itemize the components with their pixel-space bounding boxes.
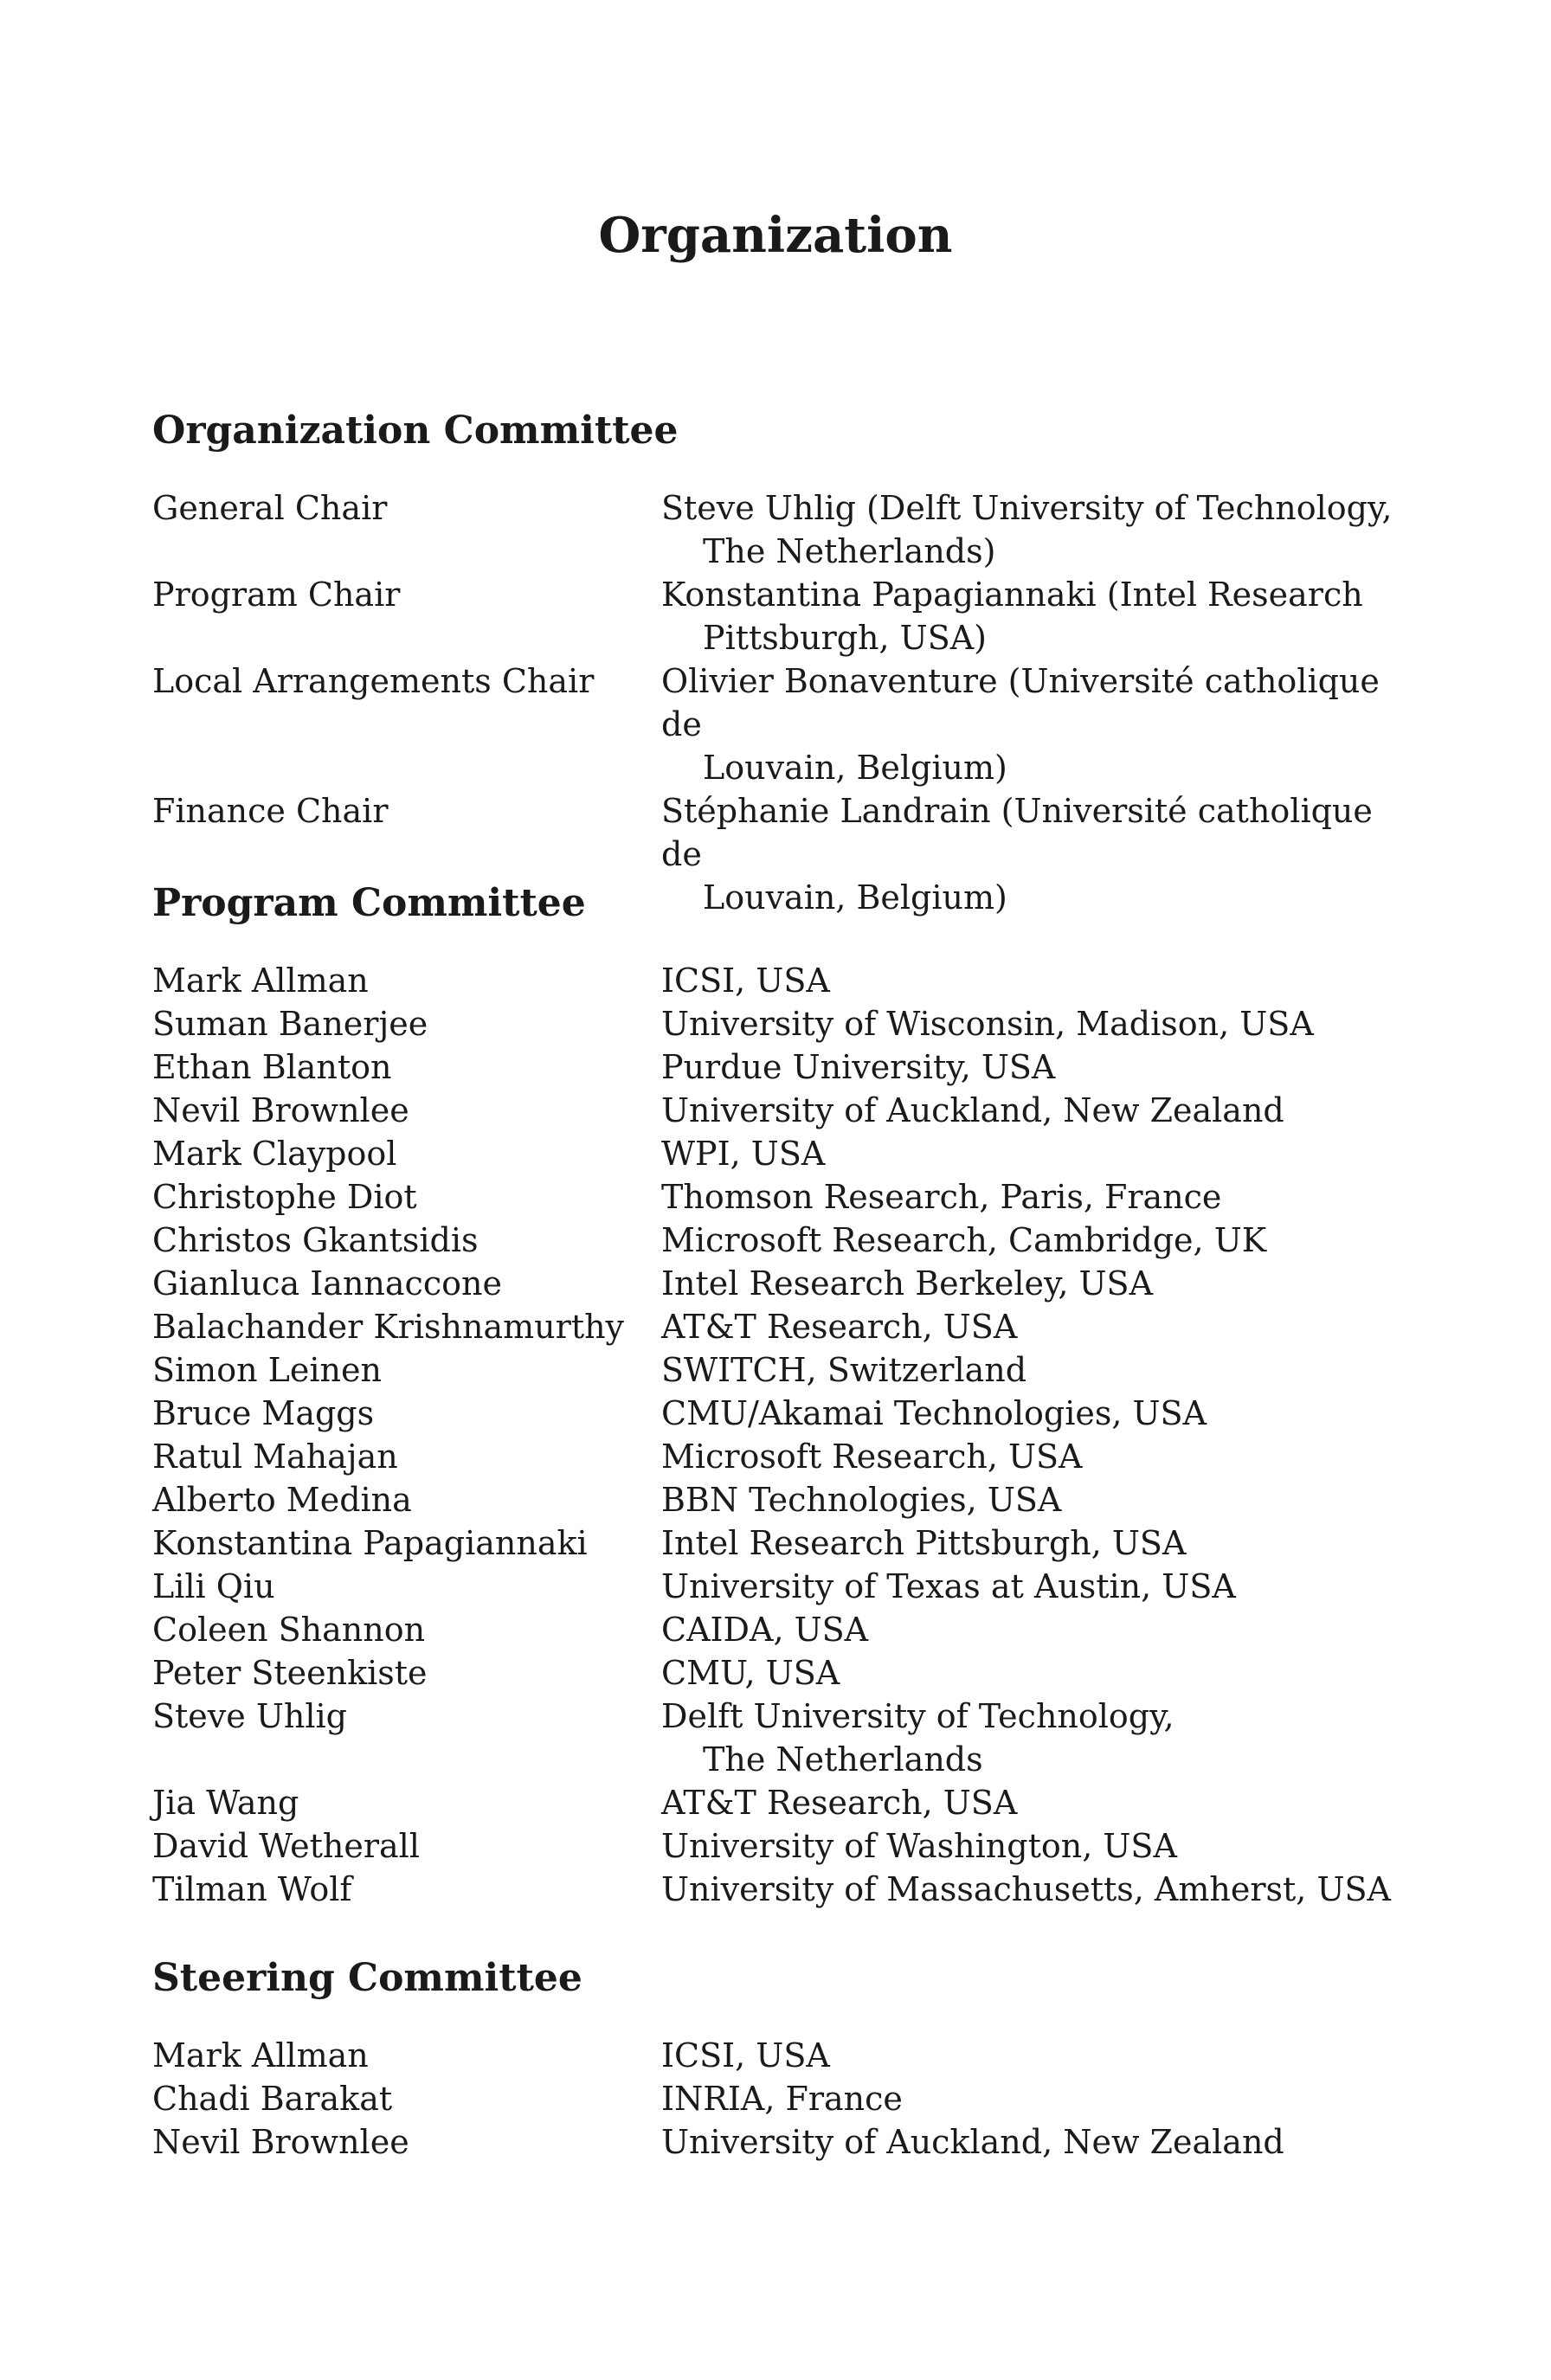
affiliation-text: Thomson Research, Paris, France — [661, 1178, 1222, 1216]
member-affiliation — [661, 1175, 1407, 1219]
member-row — [152, 1781, 1407, 1824]
role-label: Local Arrangements Chair — [152, 662, 595, 700]
affiliation-text: SWITCH, Switzerland — [661, 1351, 1027, 1389]
member-affiliation — [661, 1565, 1407, 1608]
affiliation-text: WPI, USA — [661, 1135, 826, 1173]
role-holder-line-cont: Louvain, Belgium) — [703, 878, 1007, 917]
program-committee-list — [152, 959, 1407, 1911]
affiliation-text: University of Auckland, New Zealand — [661, 1091, 1284, 1129]
member-row — [152, 1305, 1407, 1348]
member-name: Lili Qiu — [152, 1567, 275, 1605]
role-holder-line-cont: The Netherlands) — [703, 532, 996, 570]
role-holder — [661, 486, 1407, 573]
affiliation-text: University of Auckland, New Zealand — [661, 2123, 1284, 2161]
section-heading: Organization Committee — [152, 408, 679, 453]
affiliation-text: CMU, USA — [661, 1654, 840, 1692]
role-label: General Chair — [152, 489, 388, 527]
member-row — [152, 2120, 1407, 2164]
member-name: David Wetherall — [152, 1827, 420, 1865]
member-affiliation — [661, 1392, 1407, 1435]
member-row — [152, 2034, 1407, 2077]
member-name: Nevil Brownlee — [152, 1091, 409, 1129]
member-affiliation — [661, 1348, 1407, 1392]
affiliation-text: CMU/Akamai Technologies, USA — [661, 1394, 1207, 1432]
section-heading: Program Committee — [152, 881, 586, 925]
member-affiliation — [661, 1868, 1407, 1911]
organization-committee-list — [152, 486, 1407, 919]
member-row — [152, 1478, 1407, 1521]
member-row — [152, 1392, 1407, 1435]
role-holder — [661, 659, 1407, 789]
role-holder-line: Olivier Bonaventure (Université catholique de — [661, 662, 1380, 743]
member-affiliation — [661, 1089, 1407, 1132]
steering-committee-section — [152, 1956, 1407, 2164]
member-row — [152, 1045, 1407, 1089]
member-row — [152, 1868, 1407, 1911]
affiliation-text: BBN Technologies, USA — [661, 1481, 1062, 1519]
role-label: Program Chair — [152, 576, 401, 614]
member-affiliation — [661, 1045, 1407, 1089]
member-name: Christos Gkantsidis — [152, 1221, 479, 1259]
member-row — [152, 1262, 1407, 1305]
member-name: Christophe Diot — [152, 1178, 417, 1216]
member-name: Coleen Shannon — [152, 1611, 426, 1649]
member-row — [152, 1435, 1407, 1478]
member-row — [152, 959, 1407, 1002]
organization-committee-section — [152, 408, 1407, 919]
role-holder — [661, 573, 1407, 659]
member-row — [152, 1608, 1407, 1651]
affiliation-text-cont: The Netherlands — [703, 1740, 983, 1779]
affiliation-text: ICSI, USA — [661, 2036, 830, 2074]
member-affiliation — [661, 1824, 1407, 1868]
affiliation-text: Microsoft Research, Cambridge, UK — [661, 1221, 1267, 1259]
member-affiliation — [661, 1478, 1407, 1521]
member-row — [152, 1651, 1407, 1695]
affiliation-text: ICSI, USA — [661, 962, 830, 1000]
member-name: Steve Uhlig — [152, 1697, 347, 1735]
committee-row — [152, 573, 1407, 659]
member-affiliation — [661, 1781, 1407, 1824]
affiliation-text: University of Wisconsin, Madison, USA — [661, 1005, 1314, 1043]
member-name: Mark Allman — [152, 962, 369, 1000]
member-name: Konstantina Papagiannaki — [152, 1524, 588, 1562]
affiliation-text: University of Washington, USA — [661, 1827, 1177, 1865]
member-name: Mark Claypool — [152, 1135, 397, 1173]
affiliation-text: AT&T Research, USA — [661, 1308, 1018, 1346]
affiliation-text: INRIA, France — [661, 2080, 903, 2118]
member-affiliation — [661, 1651, 1407, 1695]
role-label: Finance Chair — [152, 792, 389, 830]
member-affiliation — [661, 2034, 1407, 2077]
committee-row — [152, 659, 1407, 789]
affiliation-text: AT&T Research, USA — [661, 1784, 1018, 1822]
steering-committee-list — [152, 2034, 1407, 2164]
member-row — [152, 1089, 1407, 1132]
affiliation-text: University of Massachusetts, Amherst, USA — [661, 1870, 1391, 1908]
member-row — [152, 1175, 1407, 1219]
member-affiliation — [661, 1521, 1407, 1565]
section-heading: Steering Committee — [152, 1956, 582, 2000]
member-affiliation — [661, 1132, 1407, 1175]
member-name: Balachander Krishnamurthy — [152, 1308, 625, 1346]
member-row — [152, 1824, 1407, 1868]
member-name: Alberto Medina — [152, 1481, 412, 1519]
member-name: Mark Allman — [152, 2036, 369, 2074]
member-name: Bruce Maggs — [152, 1394, 375, 1432]
member-affiliation — [661, 1695, 1407, 1781]
member-affiliation — [661, 1305, 1407, 1348]
member-affiliation — [661, 1435, 1407, 1478]
role-holder-line-cont: Louvain, Belgium) — [703, 749, 1007, 787]
committee-row — [152, 486, 1407, 573]
member-row — [152, 1348, 1407, 1392]
affiliation-text: University of Texas at Austin, USA — [661, 1567, 1236, 1605]
member-affiliation — [661, 1608, 1407, 1651]
member-name: Ratul Mahajan — [152, 1438, 398, 1476]
member-row — [152, 1565, 1407, 1608]
affiliation-text: CAIDA, USA — [661, 1611, 869, 1649]
affiliation-text: Delft University of Technology, — [661, 1697, 1175, 1735]
member-row — [152, 1002, 1407, 1045]
member-name: Simon Leinen — [152, 1351, 382, 1389]
affiliation-text: Intel Research Pittsburgh, USA — [661, 1524, 1187, 1562]
member-affiliation — [661, 1002, 1407, 1045]
member-name: Ethan Blanton — [152, 1048, 392, 1086]
member-affiliation — [661, 2077, 1407, 2120]
member-name: Suman Banerjee — [152, 1005, 428, 1043]
member-name: Chadi Barakat — [152, 2080, 393, 2118]
member-row — [152, 1521, 1407, 1565]
member-affiliation — [661, 1262, 1407, 1305]
page-title: Organization — [598, 206, 953, 264]
member-row — [152, 2077, 1407, 2120]
member-name: Peter Steenkiste — [152, 1654, 428, 1692]
member-affiliation — [661, 1219, 1407, 1262]
member-row — [152, 1695, 1407, 1781]
affiliation-text: Intel Research Berkeley, USA — [661, 1264, 1154, 1303]
role-holder-line: Konstantina Papagiannaki (Intel Research — [661, 576, 1363, 614]
member-name: Tilman Wolf — [152, 1870, 352, 1908]
member-affiliation — [661, 959, 1407, 1002]
member-row — [152, 1219, 1407, 1262]
member-affiliation — [661, 2120, 1407, 2164]
role-holder-line-cont: Pittsburgh, USA) — [703, 619, 988, 657]
role-holder-line: Stéphanie Landrain (Université catholique de — [661, 792, 1373, 873]
program-committee-section — [152, 881, 1407, 1911]
member-row — [152, 1132, 1407, 1175]
member-name: Nevil Brownlee — [152, 2123, 409, 2161]
affiliation-text: Purdue University, USA — [661, 1048, 1056, 1086]
affiliation-text: Microsoft Research, USA — [661, 1438, 1083, 1476]
member-name: Gianluca Iannaccone — [152, 1264, 502, 1303]
member-name: Jia Wang — [152, 1784, 299, 1822]
role-holder-line: Steve Uhlig (Delft University of Technology, — [661, 489, 1393, 527]
